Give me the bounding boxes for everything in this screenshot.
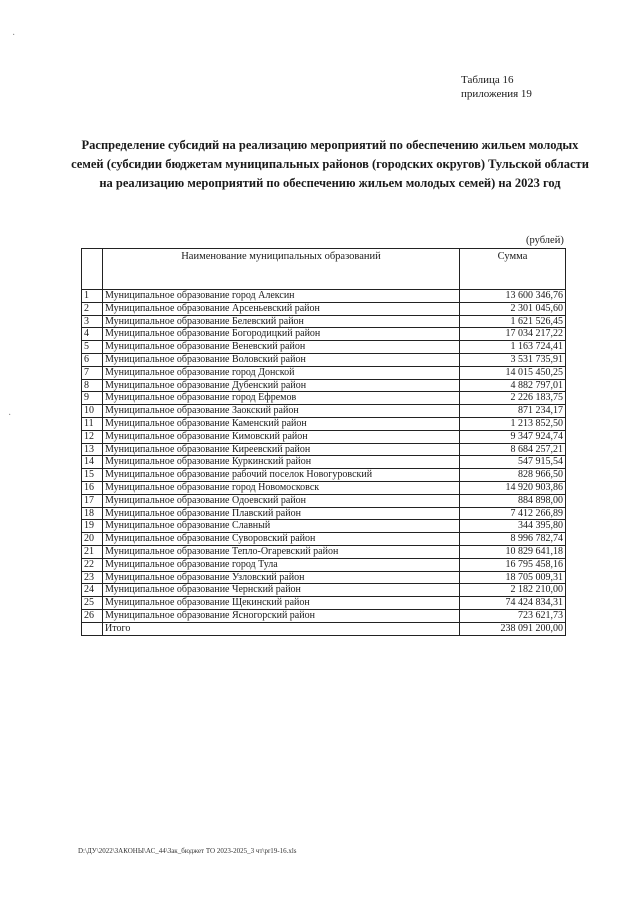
row-sum: 344 395,80 bbox=[460, 520, 566, 533]
header-sum: Сумма bbox=[460, 249, 566, 290]
row-number: 9 bbox=[82, 392, 103, 405]
row-number: 20 bbox=[82, 533, 103, 546]
row-sum: 3 531 735,91 bbox=[460, 353, 566, 366]
table-reference bbox=[461, 73, 532, 101]
row-number: 19 bbox=[82, 520, 103, 533]
row-number: 18 bbox=[82, 507, 103, 520]
table-row bbox=[82, 302, 566, 315]
row-name: Муниципальное образование Арсеньевский район bbox=[103, 302, 460, 315]
row-sum: 1 621 526,45 bbox=[460, 315, 566, 328]
row-number: 14 bbox=[82, 456, 103, 469]
row-sum: 13 600 346,76 bbox=[460, 290, 566, 303]
row-sum: 4 882 797,01 bbox=[460, 379, 566, 392]
row-sum: 9 347 924,74 bbox=[460, 430, 566, 443]
table-row bbox=[82, 481, 566, 494]
row-name: Муниципальное образование Тепло-Огаревский район bbox=[103, 545, 460, 558]
table-row bbox=[82, 609, 566, 622]
appendix-label: приложения 19 bbox=[461, 88, 532, 100]
row-name: Муниципальное образование Куркинский район bbox=[103, 456, 460, 469]
row-sum: 8 996 782,74 bbox=[460, 533, 566, 546]
table-row bbox=[82, 571, 566, 584]
table-row bbox=[82, 353, 566, 366]
table-row bbox=[82, 392, 566, 405]
table-row bbox=[82, 379, 566, 392]
row-sum: 8 684 257,21 bbox=[460, 443, 566, 456]
table-row bbox=[82, 469, 566, 482]
row-sum: 17 034 217,22 bbox=[460, 328, 566, 341]
header-name: Наименование муниципальных образований bbox=[103, 249, 460, 290]
row-name: Муниципальное образование Каменский район bbox=[103, 417, 460, 430]
row-name: Муниципальное образование Славный bbox=[103, 520, 460, 533]
row-name: Муниципальное образование Богородицкий район bbox=[103, 328, 460, 341]
row-name: Муниципальное образование Киреевский район bbox=[103, 443, 460, 456]
row-number: 22 bbox=[82, 558, 103, 571]
table-row bbox=[82, 507, 566, 520]
row-number: 24 bbox=[82, 584, 103, 597]
table-header-row bbox=[82, 249, 566, 290]
total-label: Итого bbox=[103, 622, 460, 635]
row-sum: 18 705 009,31 bbox=[460, 571, 566, 584]
row-name: Муниципальное образование Веневский район bbox=[103, 341, 460, 354]
table-row bbox=[82, 443, 566, 456]
row-name: Муниципальное образование Суворовский район bbox=[103, 533, 460, 546]
row-name: Муниципальное образование город Тула bbox=[103, 558, 460, 571]
row-name: Муниципальное образование Кимовский район bbox=[103, 430, 460, 443]
header-number bbox=[82, 249, 103, 290]
row-number: 13 bbox=[82, 443, 103, 456]
row-sum: 723 621,73 bbox=[460, 609, 566, 622]
table-row bbox=[82, 315, 566, 328]
row-name: Муниципальное образование Щекинский район bbox=[103, 597, 460, 610]
row-name: Муниципальное образование Ясногорский район bbox=[103, 609, 460, 622]
row-number: 7 bbox=[82, 366, 103, 379]
row-sum: 871 234,17 bbox=[460, 405, 566, 418]
subsidy-table bbox=[81, 248, 566, 636]
row-sum: 828 966,50 bbox=[460, 469, 566, 482]
row-name: Муниципальное образование рабочий поселок Новогуровский bbox=[103, 469, 460, 482]
table-row bbox=[82, 545, 566, 558]
row-sum: 14 015 450,25 bbox=[460, 366, 566, 379]
row-sum: 547 915,54 bbox=[460, 456, 566, 469]
row-number: 11 bbox=[82, 417, 103, 430]
table-body bbox=[82, 290, 566, 636]
table-row bbox=[82, 366, 566, 379]
row-number: 3 bbox=[82, 315, 103, 328]
row-sum: 1 213 852,50 bbox=[460, 417, 566, 430]
row-sum: 884 898,00 bbox=[460, 494, 566, 507]
scan-speck: · bbox=[8, 410, 12, 421]
table-row bbox=[82, 597, 566, 610]
row-sum: 16 795 458,16 bbox=[460, 558, 566, 571]
table-row bbox=[82, 520, 566, 533]
row-number: 21 bbox=[82, 545, 103, 558]
row-name: Муниципальное образование Плавский район bbox=[103, 507, 460, 520]
row-name: Муниципальное образование город Алексин bbox=[103, 290, 460, 303]
row-name: Муниципальное образование Одоевский район bbox=[103, 494, 460, 507]
row-number: 26 bbox=[82, 609, 103, 622]
row-number: 5 bbox=[82, 341, 103, 354]
row-sum: 2 182 210,00 bbox=[460, 584, 566, 597]
table-row bbox=[82, 341, 566, 354]
table-row bbox=[82, 328, 566, 341]
row-sum: 14 920 903,86 bbox=[460, 481, 566, 494]
file-path-footer: D:\ДУ\2022\ЗАКОНЫ\АС_44\Зак_бюджет ТО 2023-2025_3 чт\pr19-16.xls bbox=[78, 847, 297, 855]
row-sum: 2 226 183,75 bbox=[460, 392, 566, 405]
row-name: Муниципальное образование Воловский район bbox=[103, 353, 460, 366]
row-number: 6 bbox=[82, 353, 103, 366]
row-name: Муниципальное образование город Донской bbox=[103, 366, 460, 379]
document-title: Распределение субсидий на реализацию мероприятий по обеспечению жильем молодых семей (субсидии бюджетам муниципальных районов (городских округов) Тульской области на реализацию мероприятий по обеспечению жильем молодых семей) на 2023 год bbox=[71, 138, 589, 190]
row-name: Муниципальное образование Белевский район bbox=[103, 315, 460, 328]
row-name: Муниципальное образование Заокский район bbox=[103, 405, 460, 418]
row-number: 15 bbox=[82, 469, 103, 482]
row-sum: 74 424 834,31 bbox=[460, 597, 566, 610]
table-row bbox=[82, 417, 566, 430]
row-number: 10 bbox=[82, 405, 103, 418]
total-row bbox=[82, 622, 566, 635]
total-sum: 238 091 200,00 bbox=[460, 622, 566, 635]
table-row bbox=[82, 494, 566, 507]
row-number: 16 bbox=[82, 481, 103, 494]
row-sum: 7 412 266,89 bbox=[460, 507, 566, 520]
row-name: Муниципальное образование город Новомосковск bbox=[103, 481, 460, 494]
table-number: Таблица 16 bbox=[461, 74, 514, 86]
total-number bbox=[82, 622, 103, 635]
table-row bbox=[82, 430, 566, 443]
row-sum: 1 163 724,41 bbox=[460, 341, 566, 354]
units-label: (рублей) bbox=[526, 235, 564, 246]
row-name: Муниципальное образование город Ефремов bbox=[103, 392, 460, 405]
row-name: Муниципальное образование Узловский район bbox=[103, 571, 460, 584]
row-number: 8 bbox=[82, 379, 103, 392]
row-number: 25 bbox=[82, 597, 103, 610]
row-number: 23 bbox=[82, 571, 103, 584]
table-row bbox=[82, 558, 566, 571]
row-number: 12 bbox=[82, 430, 103, 443]
table-row bbox=[82, 456, 566, 469]
table-row bbox=[82, 584, 566, 597]
table-row bbox=[82, 533, 566, 546]
table-row bbox=[82, 290, 566, 303]
row-number: 2 bbox=[82, 302, 103, 315]
row-number: 1 bbox=[82, 290, 103, 303]
table-row bbox=[82, 405, 566, 418]
row-name: Муниципальное образование Чернский район bbox=[103, 584, 460, 597]
row-sum: 2 301 045,60 bbox=[460, 302, 566, 315]
row-number: 4 bbox=[82, 328, 103, 341]
scan-speck: · bbox=[12, 30, 16, 41]
row-name: Муниципальное образование Дубенский район bbox=[103, 379, 460, 392]
row-number: 17 bbox=[82, 494, 103, 507]
row-sum: 10 829 641,18 bbox=[460, 545, 566, 558]
